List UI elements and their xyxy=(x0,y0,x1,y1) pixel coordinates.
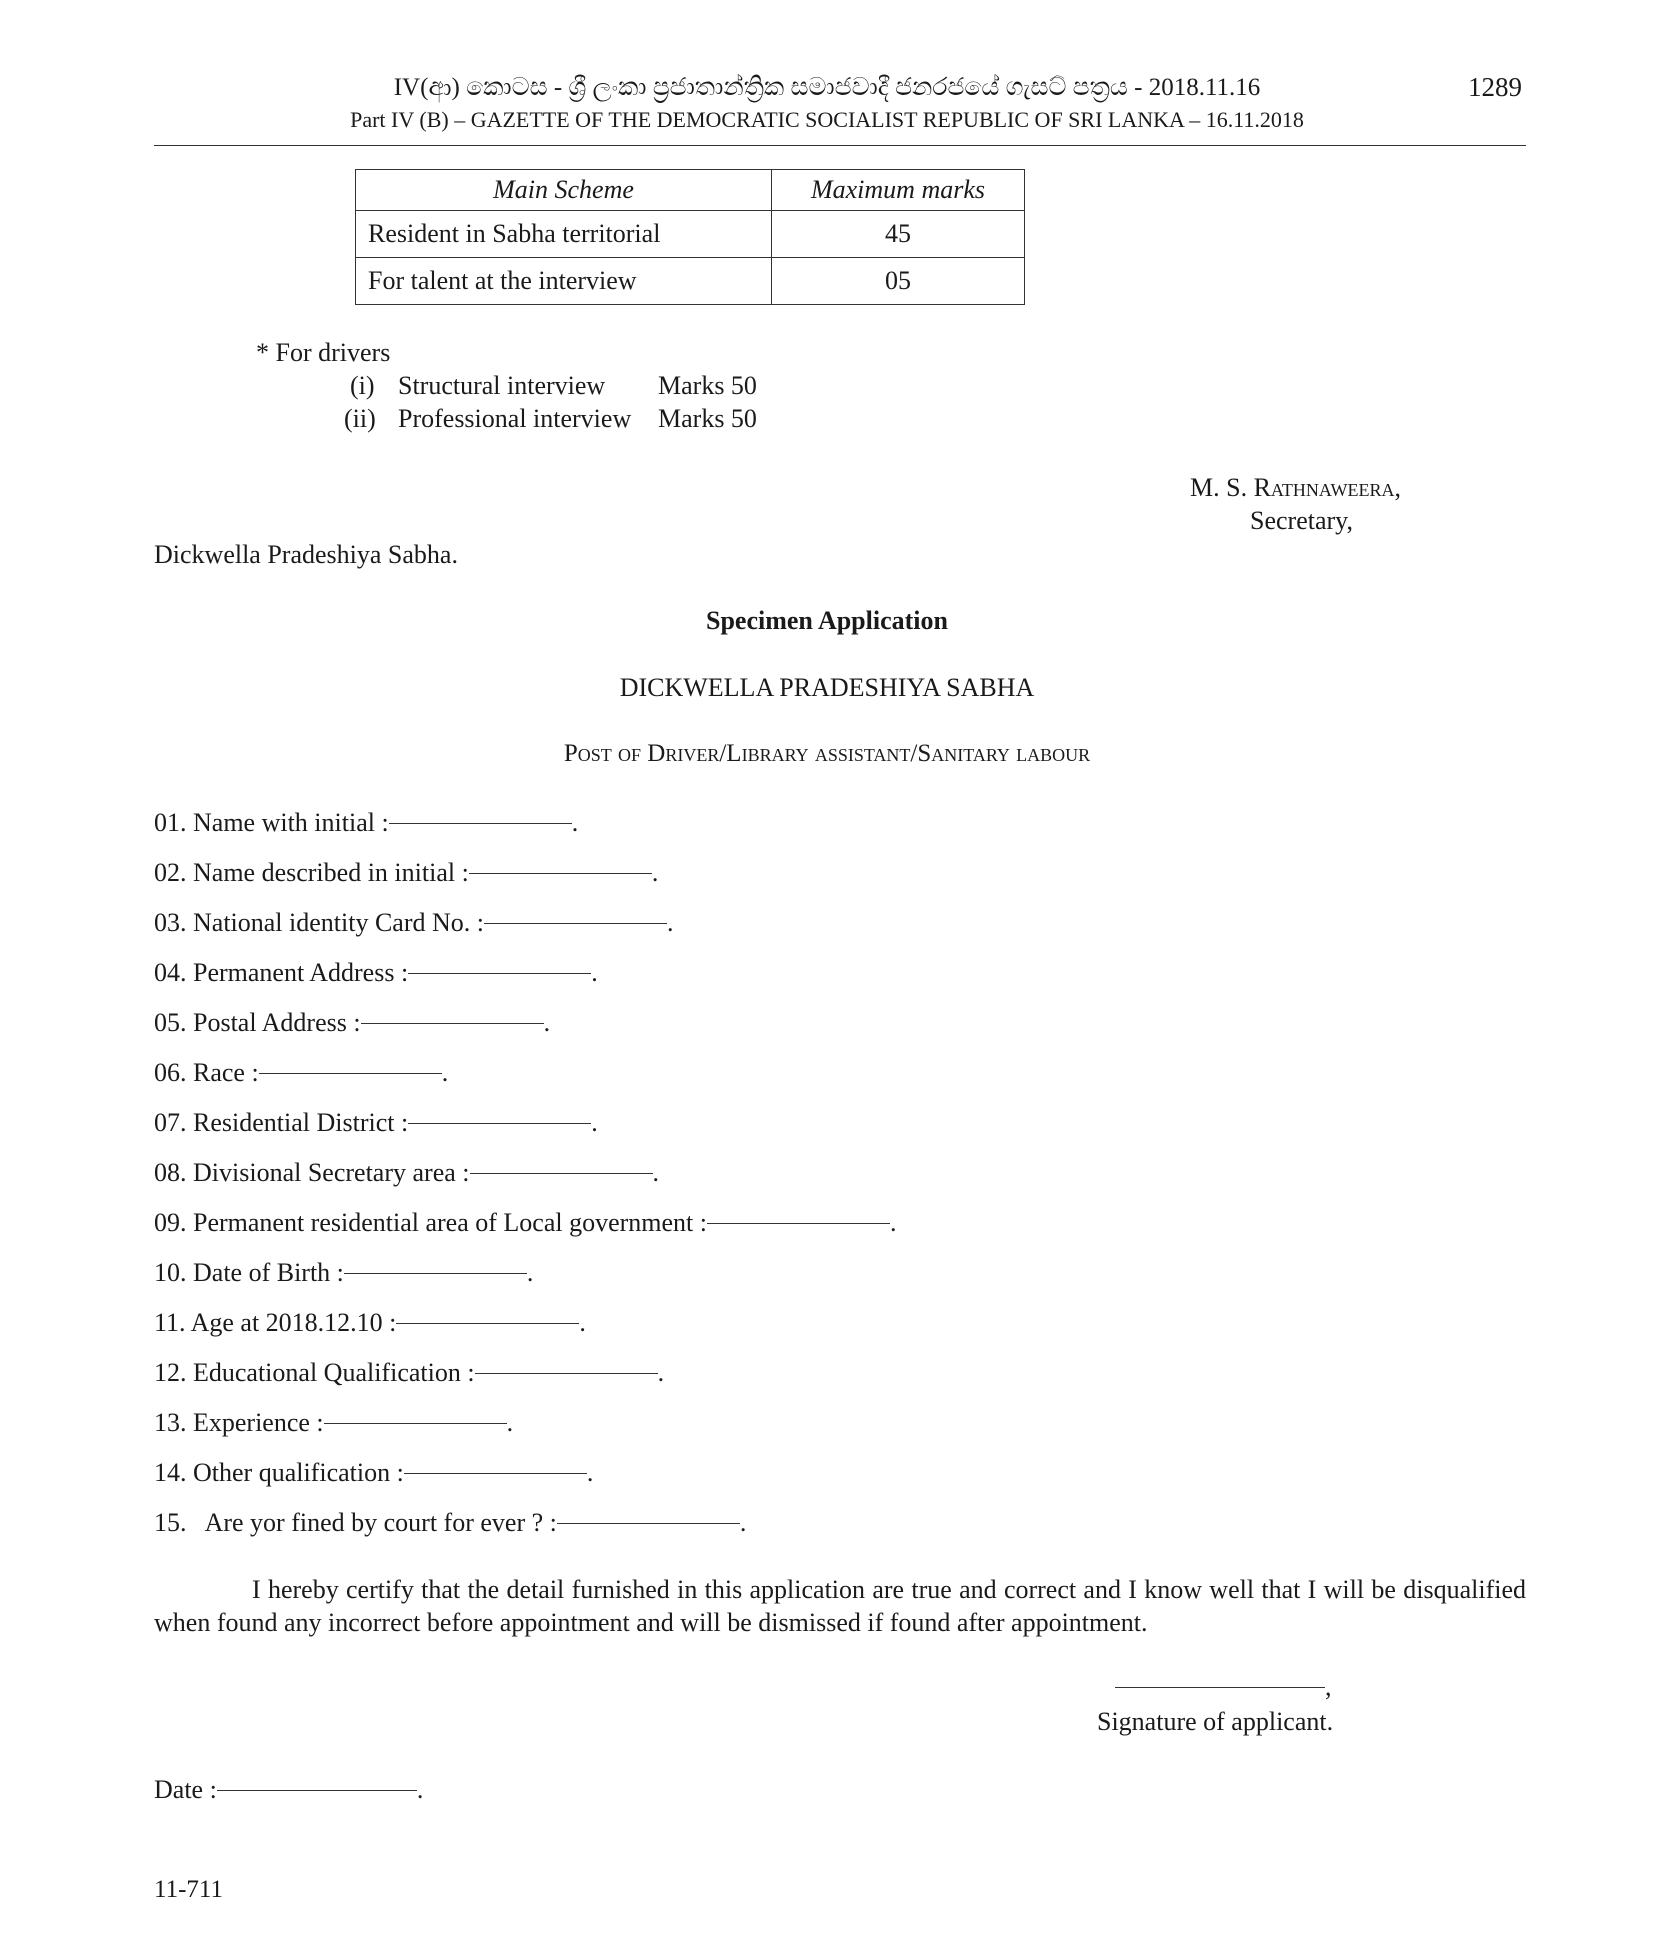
drivers-item-marks: Marks 50 xyxy=(658,404,757,433)
form-field: 06. Race : . xyxy=(154,1058,449,1087)
field-blank[interactable] xyxy=(259,1073,442,1074)
field-blank[interactable] xyxy=(707,1223,890,1224)
secretary-name: M. S. Rathnaweera, xyxy=(1190,473,1401,502)
field-blank[interactable] xyxy=(324,1423,507,1424)
field-label: 06. Race : xyxy=(154,1058,259,1087)
table-cell: Resident in Sabha territorial xyxy=(356,211,772,258)
form-field: 03. National identity Card No. : . xyxy=(154,908,674,937)
field-label: 09. Permanent residential area of Local government : xyxy=(154,1208,708,1237)
field-blank[interactable] xyxy=(389,823,572,824)
field-label: 05. Postal Address : xyxy=(154,1008,361,1037)
table-header-cell: Maximum marks xyxy=(772,170,1025,211)
signature-label: Signature of applicant. xyxy=(1097,1707,1334,1736)
office-name: Dickwella Pradeshiya Sabha. xyxy=(154,540,458,569)
form-org: DICKWELLA PRADESHIYA SABHA xyxy=(619,673,1035,702)
field-label: 12. Educational Qualification : xyxy=(154,1358,475,1387)
certification-text: I hereby certify that the detail furnished in this application are true and correct and I know well that I will be disqualified when found any incorrect before appointment and will be dismissed if found after appointment. xyxy=(154,1575,1526,1637)
date-label: Date : xyxy=(154,1775,217,1804)
table-header-row xyxy=(356,170,1025,211)
form-field: 02. Name described in initial : . xyxy=(154,858,659,887)
field-blank[interactable] xyxy=(475,1373,658,1374)
gazette-header-sinhala: IV(ආ) කොටස - ශ්‍රී ලංකා ප්‍රජාතාන්ත්‍රික සමාජවාදී ජනරජයේ ගැසට් පත්‍රය - 2018.11.16 xyxy=(393,74,1261,101)
form-field: 15. Are yor fined by court for ever ? : . xyxy=(154,1508,747,1537)
form-field: 08. Divisional Secretary area : . xyxy=(154,1158,659,1187)
field-label: 03. National identity Card No. : xyxy=(154,908,485,937)
field-blank[interactable] xyxy=(396,1323,579,1324)
form-field: 12. Educational Qualification : . xyxy=(154,1358,665,1387)
footer-code: 11-711 xyxy=(154,1876,223,1903)
form-field: 13. Experience : . xyxy=(154,1408,514,1437)
field-blank[interactable] xyxy=(404,1473,587,1474)
form-field: 01. Name with initial : . xyxy=(154,808,579,837)
field-label: 07. Residential District : xyxy=(154,1108,409,1137)
form-field: 09. Permanent residential area of Local government : . xyxy=(154,1208,897,1237)
form-post: Post of Driver/Library assistant/Sanitary labour xyxy=(563,740,1091,767)
form-field: 11. Age at 2018.12.10 : . xyxy=(154,1308,586,1337)
form-field: 14. Other qualification : . xyxy=(154,1458,594,1487)
field-label: 13. Experience : xyxy=(154,1408,324,1437)
field-blank[interactable] xyxy=(469,873,652,874)
table-row xyxy=(356,211,1025,258)
table-cell: 05 xyxy=(772,258,1025,305)
field-label: 04. Permanent Address : xyxy=(154,958,409,987)
drivers-item-num: (ii) xyxy=(344,404,376,433)
form-field: 05. Postal Address : . xyxy=(154,1008,551,1037)
table-header-cell: Main Scheme xyxy=(356,170,772,211)
date-field: Date : . xyxy=(154,1775,424,1804)
secretary-title: Secretary, xyxy=(1250,506,1353,535)
form-title: Specimen Application xyxy=(706,606,948,635)
field-label: 02. Name described in initial : xyxy=(154,858,469,887)
field-blank[interactable] xyxy=(470,1173,653,1174)
field-label: 01. Name with initial : xyxy=(154,808,389,837)
field-blank[interactable] xyxy=(484,923,667,924)
header-rule xyxy=(154,145,1526,146)
field-blank[interactable] xyxy=(408,1123,591,1124)
drivers-title: * For drivers xyxy=(256,338,391,367)
form-field: 10. Date of Birth : . xyxy=(154,1258,534,1287)
field-label: 15. Are yor fined by court for ever ? : xyxy=(154,1508,557,1537)
page-number: 1289 xyxy=(1468,72,1522,102)
drivers-item-label: Structural interview xyxy=(398,371,606,400)
signature-line[interactable]: , xyxy=(1115,1672,1332,1702)
table-cell: For talent at the interview xyxy=(356,258,772,305)
field-label: 11. Age at 2018.12.10 : xyxy=(154,1308,397,1337)
date-blank[interactable] xyxy=(217,1790,417,1791)
field-label: 14. Other qualification : xyxy=(154,1458,404,1487)
field-blank[interactable] xyxy=(408,973,591,974)
table-row xyxy=(356,258,1025,305)
gazette-header-english: Part IV (B) – GAZETTE OF THE DEMOCRATIC SOCIALIST REPUBLIC OF SRI LANKA – 16.11.2018 xyxy=(350,107,1304,132)
field-label: 08. Divisional Secretary area : xyxy=(154,1158,470,1187)
field-blank[interactable] xyxy=(344,1273,527,1274)
table-cell: 45 xyxy=(772,211,1025,258)
drivers-item-num: (i) xyxy=(350,371,375,400)
field-label: 10. Date of Birth : xyxy=(154,1258,344,1287)
form-field: 04. Permanent Address : . xyxy=(154,958,598,987)
field-blank[interactable] xyxy=(361,1023,544,1024)
drivers-item-label: Professional interview xyxy=(398,404,632,433)
drivers-item-marks: Marks 50 xyxy=(658,371,757,400)
form-field: 07. Residential District : . xyxy=(154,1108,598,1137)
field-blank[interactable] xyxy=(557,1523,740,1524)
marks-scheme-table xyxy=(355,169,1025,305)
